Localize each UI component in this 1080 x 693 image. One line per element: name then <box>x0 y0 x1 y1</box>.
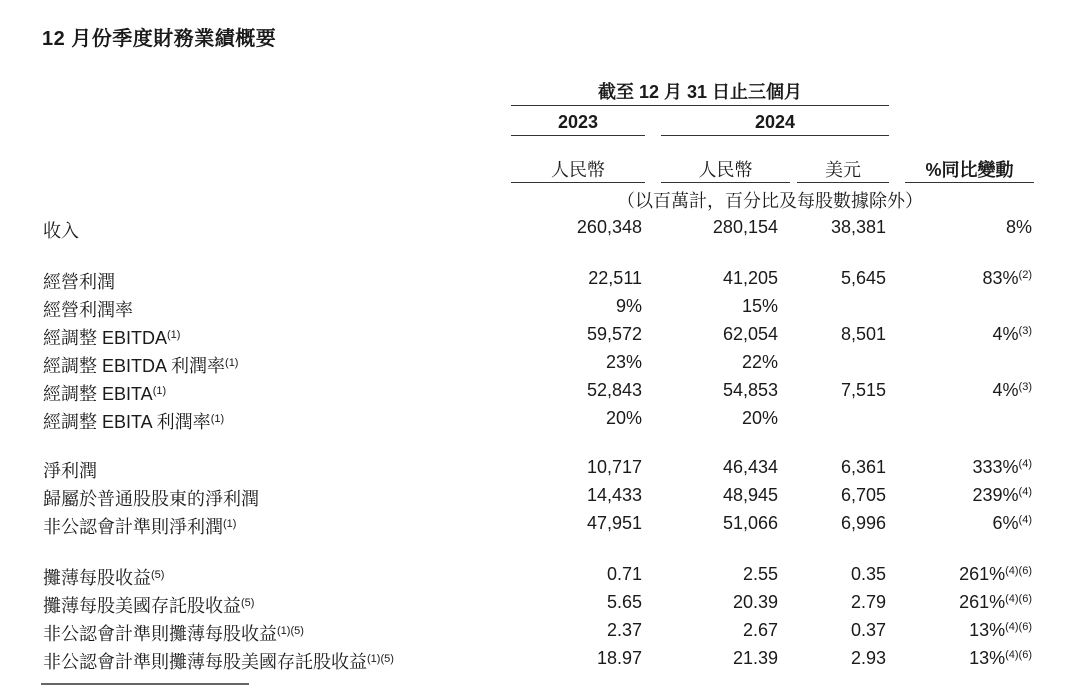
yoy-value: 6% <box>992 513 1019 533</box>
yoy-change <box>959 564 1032 585</box>
currency-rule-4 <box>905 182 1034 183</box>
footnote-ref: (5) <box>241 597 255 609</box>
footnote-ref: (1) <box>223 518 237 530</box>
table-row <box>0 324 1080 352</box>
yoy-change <box>973 485 1033 506</box>
value-2024-rmb: 22% <box>741 352 778 372</box>
row-label <box>43 380 166 406</box>
yoy-change <box>993 513 1032 534</box>
row-label <box>43 408 224 434</box>
yoy-value: 13% <box>969 620 1006 640</box>
row-label <box>43 648 394 674</box>
value-2024-usd: 6,361 <box>840 457 886 477</box>
value-2023-rmb: 14,433 <box>586 485 642 505</box>
currency-header-2023-rmb: 人民幣 <box>551 160 605 180</box>
row-label <box>43 217 79 243</box>
yoy-value: 83% <box>982 268 1019 288</box>
currency-rule-3 <box>797 182 889 183</box>
value-2023-rmb: 18.97 <box>596 648 642 668</box>
value-2023-rmb: 260,348 <box>576 217 642 237</box>
footnote-ref: (4) <box>1018 514 1032 526</box>
value-2024-usd: 0.37 <box>850 620 886 640</box>
yoy-value: 239% <box>972 485 1019 505</box>
yoy-change <box>1006 217 1032 238</box>
value-2023-rmb: 10,717 <box>586 457 642 477</box>
year-2024-rule <box>661 135 889 136</box>
row-label-text: 經調整 EBITA <box>43 384 153 404</box>
row-label-text: 經調整 EBITA 利潤率 <box>43 412 211 432</box>
period-rule <box>511 105 889 106</box>
currency-rule-2 <box>661 182 790 183</box>
footnote-divider <box>41 683 249 685</box>
row-label <box>43 564 164 590</box>
value-2024-rmb: 21.39 <box>732 648 778 668</box>
value-2024-usd: 6,996 <box>840 513 886 533</box>
table-row <box>0 564 1080 592</box>
currency-header-2024-usd: 美元 <box>825 160 861 180</box>
row-label <box>43 296 133 322</box>
yoy-value: 8% <box>1005 217 1032 237</box>
yoy-change <box>993 380 1032 401</box>
yoy-value: 333% <box>972 457 1019 477</box>
value-2024-rmb: 20.39 <box>732 592 778 612</box>
row-label <box>43 457 97 483</box>
value-2023-rmb: 2.37 <box>606 620 642 640</box>
footnote-ref: (1) <box>167 329 181 341</box>
value-2024-rmb: 15% <box>741 296 778 316</box>
value-2023-rmb: 0.71 <box>606 564 642 584</box>
yoy-change <box>993 324 1032 345</box>
value-2024-usd: 0.35 <box>850 564 886 584</box>
yoy-value: 4% <box>992 324 1019 344</box>
value-2023-rmb: 23% <box>605 352 642 372</box>
row-label-text: 收入 <box>43 221 79 241</box>
footnote-ref: (1) <box>225 357 239 369</box>
footnote-ref: (4)(6) <box>1005 565 1032 577</box>
value-2024-usd: 5,645 <box>840 268 886 288</box>
year-2024-header: 2024 <box>754 112 796 132</box>
row-label-text: 非公認會計準則攤薄每股收益 <box>43 624 277 644</box>
row-label <box>43 324 180 350</box>
yoy-change <box>969 648 1032 669</box>
table-row <box>0 648 1080 676</box>
yoy-value: 261% <box>959 564 1006 584</box>
value-2023-rmb: 5.65 <box>606 592 642 612</box>
row-label-text: 攤薄每股收益 <box>43 568 151 588</box>
year-2023-rule <box>511 135 645 136</box>
value-2024-usd: 6,705 <box>840 485 886 505</box>
value-2024-usd: 8,501 <box>840 324 886 344</box>
table-row <box>0 296 1080 324</box>
value-2024-rmb: 41,205 <box>722 268 778 288</box>
footnote-ref: (1) <box>210 413 225 425</box>
period-header: 截至 12 月 31 日止三個月 <box>597 82 803 102</box>
row-label-text: 經調整 EBITDA 利潤率 <box>43 356 226 376</box>
row-label-text: 經營利潤率 <box>43 300 133 320</box>
value-2023-rmb: 47,951 <box>586 513 642 533</box>
table-row <box>0 408 1080 436</box>
value-2023-rmb: 59,572 <box>586 324 642 344</box>
currency-rule-1 <box>511 182 645 183</box>
table-row <box>0 268 1080 296</box>
footnote-ref: (4) <box>1018 458 1032 470</box>
table-row <box>0 380 1080 408</box>
yoy-change <box>969 620 1032 641</box>
yoy-change-header: %同比變動 <box>925 160 1014 180</box>
table-row <box>0 217 1080 245</box>
table-row <box>0 457 1080 485</box>
footnote-ref: (1)(5) <box>367 653 394 665</box>
yoy-change <box>959 592 1032 613</box>
value-2024-usd: 2.93 <box>850 648 886 668</box>
yoy-value: 4% <box>992 380 1019 400</box>
value-2024-rmb: 46,434 <box>722 457 778 477</box>
yoy-change <box>983 268 1032 289</box>
value-2023-rmb: 9% <box>615 296 642 316</box>
unit-note: （以百萬計，百分比及每股數據除外） <box>617 191 923 211</box>
value-2024-rmb: 2.55 <box>742 564 778 584</box>
value-2024-rmb: 48,945 <box>722 485 778 505</box>
value-2024-rmb: 280,154 <box>712 217 778 237</box>
row-label-text: 非公認會計準則攤薄每股美國存託股收益 <box>43 652 367 672</box>
row-label <box>43 268 115 294</box>
page-title: 12 月份季度財務業績概要 <box>42 28 277 50</box>
value-2023-rmb: 52,843 <box>586 380 642 400</box>
footnote-ref: (1)(5) <box>277 625 304 637</box>
footnote-ref: (1) <box>152 385 167 397</box>
footnote-ref: (4)(6) <box>1005 593 1032 605</box>
footnote-ref: (4) <box>1018 486 1032 498</box>
value-2023-rmb: 20% <box>605 408 642 428</box>
value-2024-usd: 38,381 <box>830 217 886 237</box>
row-label <box>43 620 304 646</box>
table-row <box>0 513 1080 541</box>
row-label <box>43 352 238 378</box>
year-2023-header: 2023 <box>557 112 599 132</box>
value-2024-usd: 2.79 <box>850 592 886 612</box>
currency-header-2024-rmb: 人民幣 <box>698 160 753 180</box>
table-row <box>0 485 1080 513</box>
row-label <box>43 485 259 511</box>
row-label-text: 淨利潤 <box>43 461 97 481</box>
value-2024-rmb: 51,066 <box>722 513 778 533</box>
value-2023-rmb: 22,511 <box>588 268 642 288</box>
value-2024-rmb: 62,054 <box>722 324 778 344</box>
row-label-text: 經調整 EBITDA <box>43 328 168 348</box>
row-label-text: 經營利潤 <box>43 272 115 292</box>
footnote-ref: (2) <box>1018 269 1032 281</box>
row-label-text: 攤薄每股美國存託股收益 <box>43 596 241 616</box>
value-2024-rmb: 20% <box>741 408 778 428</box>
yoy-value: 261% <box>959 592 1006 612</box>
value-2024-rmb: 2.67 <box>742 620 778 640</box>
footnote-ref: (5) <box>151 569 165 581</box>
footnote-ref: (4)(6) <box>1005 621 1032 633</box>
row-label <box>43 513 236 539</box>
yoy-value: 13% <box>969 648 1006 668</box>
value-2024-rmb: 54,853 <box>722 380 778 400</box>
value-2024-usd: 7,515 <box>840 380 886 400</box>
table-row <box>0 592 1080 620</box>
row-label <box>43 592 254 618</box>
row-label-text: 歸屬於普通股股東的淨利潤 <box>43 489 259 509</box>
footnote-ref: (4)(6) <box>1005 649 1032 661</box>
footnote-ref: (3) <box>1018 381 1032 393</box>
footnote-ref: (3) <box>1018 325 1032 337</box>
row-label-text: 非公認會計準則淨利潤 <box>43 517 223 537</box>
yoy-change <box>973 457 1033 478</box>
table-row <box>0 352 1080 380</box>
table-row <box>0 620 1080 648</box>
